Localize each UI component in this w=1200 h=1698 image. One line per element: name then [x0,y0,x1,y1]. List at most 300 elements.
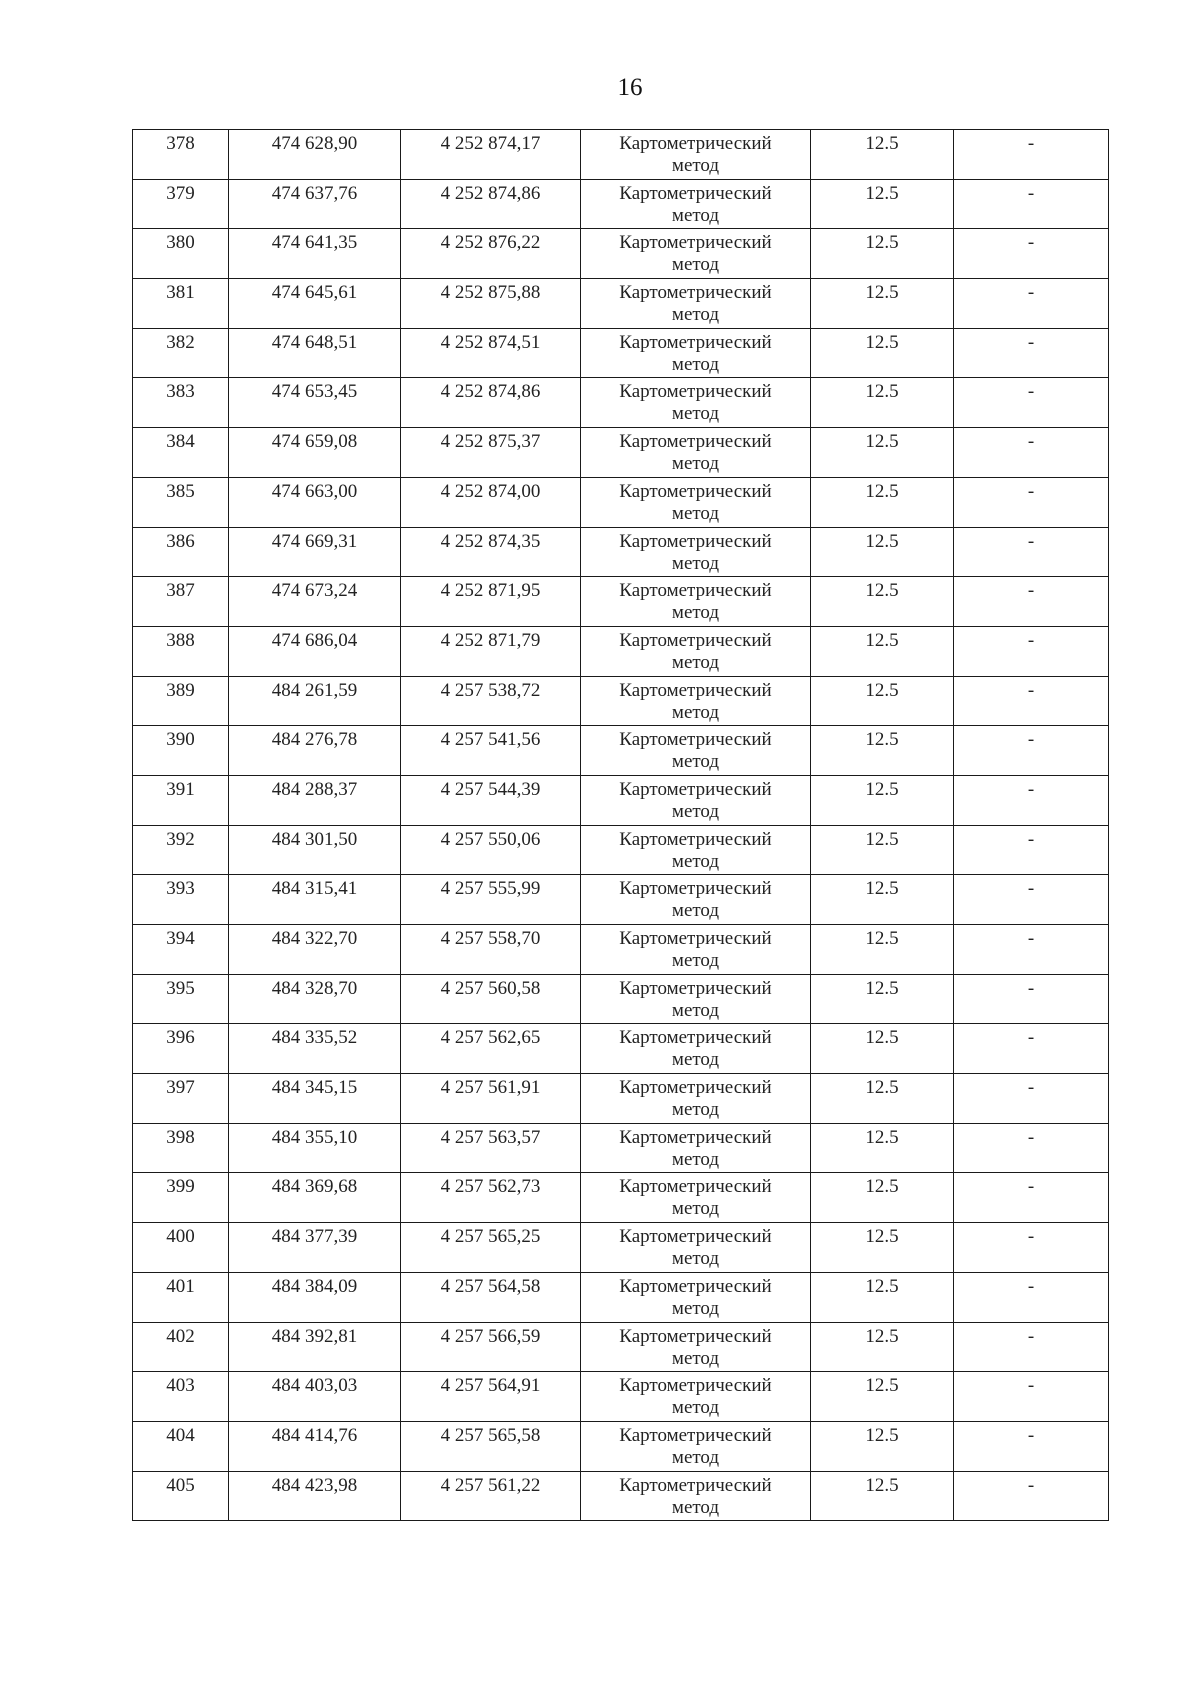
accuracy-cell [811,825,954,875]
y-coordinate-cell [401,328,581,378]
note-cell [954,328,1109,378]
table-row [133,1123,1109,1173]
table-row [133,775,1109,825]
table-row [133,626,1109,676]
accuracy-value: 12.5 [865,133,899,154]
method-label-line2: метод [671,850,720,872]
point-number-value: 379 [166,182,195,204]
note-cell [954,925,1109,975]
point-number-value: 389 [166,679,195,701]
coordinates-table [132,129,1109,1521]
x-coordinate-cell [229,726,401,776]
y-coordinate-cell [401,1074,581,1124]
y-coordinate-cell [401,279,581,329]
note-value: - [1027,530,1035,552]
note-value: - [1027,1226,1035,1248]
x-coordinate-value: 474 637,76 [271,182,358,204]
point-number-value: 393 [166,878,195,900]
table-row [133,1024,1109,1074]
y-coordinate-value: 4 252 876,22 [440,232,541,254]
method-cell [581,279,811,329]
x-coordinate-cell [229,925,401,975]
table-row [133,527,1109,577]
accuracy-value: 12.5 [865,1226,899,1248]
accuracy-cell [811,1024,954,1074]
note-cell [954,1471,1109,1521]
method-label-line2: метод [671,900,720,922]
note-cell [954,1223,1109,1273]
method-label-line2: метод [671,1148,720,1170]
x-coordinate-value: 484 377,39 [271,1226,358,1248]
accuracy-cell [811,179,954,229]
note-cell [954,825,1109,875]
point-number-cell [133,626,229,676]
accuracy-value: 12.5 [865,828,899,850]
note-cell [954,775,1109,825]
note-cell [954,1173,1109,1223]
table-row [133,676,1109,726]
note-cell [954,229,1109,279]
point-number-cell [133,775,229,825]
note-value: - [1027,232,1035,254]
point-number-cell [133,130,229,180]
point-number-cell [133,577,229,627]
point-number-value: 401 [166,1275,195,1297]
method-label-line2: метод [671,651,720,673]
y-coordinate-cell [401,229,581,279]
y-coordinate-value: 4 257 538,72 [440,679,541,701]
x-coordinate-cell [229,378,401,428]
table-row [133,477,1109,527]
x-coordinate-cell [229,527,401,577]
note-value: - [1027,580,1035,602]
method-cell [581,1322,811,1372]
accuracy-cell [811,775,954,825]
table-row [133,1322,1109,1372]
point-number-cell [133,1024,229,1074]
point-number-cell [133,1272,229,1322]
y-coordinate-value: 4 257 563,57 [440,1126,541,1148]
point-number-value: 403 [166,1375,195,1397]
method-label-line1: Картометрический [619,1325,772,1347]
note-cell [954,179,1109,229]
method-cell [581,974,811,1024]
point-number-cell [133,726,229,776]
note-cell [954,130,1109,180]
x-coordinate-cell [229,328,401,378]
accuracy-value: 12.5 [865,381,899,403]
x-coordinate-value: 474 686,04 [271,629,358,651]
note-value: - [1027,1077,1035,1099]
point-number-value: 378 [166,133,195,154]
point-number-value: 385 [166,480,195,502]
method-label-line2: метод [671,353,720,375]
x-coordinate-cell [229,1421,401,1471]
y-coordinate-value: 4 257 561,91 [440,1077,541,1099]
y-coordinate-cell [401,875,581,925]
x-coordinate-value: 474 648,51 [271,331,358,353]
accuracy-value: 12.5 [865,1176,899,1198]
method-label-line1: Картометрический [619,1474,772,1496]
y-coordinate-value: 4 257 564,58 [440,1275,541,1297]
y-coordinate-value: 4 257 565,58 [440,1424,541,1446]
note-value: - [1027,381,1035,403]
note-cell [954,378,1109,428]
method-label-line1: Картометрический [619,1375,772,1397]
accuracy-cell [811,279,954,329]
y-coordinate-cell [401,1471,581,1521]
note-value: - [1027,331,1035,353]
accuracy-value: 12.5 [865,530,899,552]
y-coordinate-cell [401,626,581,676]
method-label-line1: Картометрический [619,530,772,552]
table-row [133,1471,1109,1521]
method-cell [581,179,811,229]
note-value: - [1027,1126,1035,1148]
x-coordinate-value: 474 663,00 [271,480,358,502]
x-coordinate-cell [229,279,401,329]
note-cell [954,1024,1109,1074]
table-row [133,875,1109,925]
method-cell [581,1421,811,1471]
note-cell [954,1322,1109,1372]
method-label-line1: Картометрический [619,928,772,949]
x-coordinate-cell [229,477,401,527]
x-coordinate-value: 484 414,76 [271,1424,358,1446]
point-number-cell [133,328,229,378]
accuracy-cell [811,626,954,676]
y-coordinate-cell [401,925,581,975]
y-coordinate-cell [401,428,581,478]
method-label-line2: метод [671,1248,720,1270]
note-value: - [1027,182,1035,204]
method-label-line1: Картометрический [619,778,772,800]
x-coordinate-cell [229,1272,401,1322]
method-cell [581,577,811,627]
point-number-cell [133,1123,229,1173]
method-label-line2: метод [671,602,720,624]
point-number-value: 383 [166,381,195,403]
point-number-cell [133,1421,229,1471]
note-cell [954,1272,1109,1322]
method-cell [581,477,811,527]
accuracy-cell [811,1123,954,1173]
accuracy-cell [811,1272,954,1322]
y-coordinate-value: 4 257 558,70 [440,928,541,949]
x-coordinate-value: 474 659,08 [271,431,358,453]
table-row [133,577,1109,627]
x-coordinate-cell [229,626,401,676]
x-coordinate-cell [229,1372,401,1422]
y-coordinate-value: 4 252 874,51 [440,331,541,353]
accuracy-value: 12.5 [865,431,899,453]
method-label-line1: Картометрический [619,182,772,204]
note-value: - [1027,1424,1035,1446]
x-coordinate-value: 474 641,35 [271,232,358,254]
accuracy-value: 12.5 [865,1077,899,1099]
point-number-cell [133,1223,229,1273]
accuracy-cell [811,875,954,925]
y-coordinate-value: 4 257 564,91 [440,1375,541,1397]
table-row [133,974,1109,1024]
x-coordinate-value: 484 276,78 [271,729,358,751]
point-number-cell [133,825,229,875]
y-coordinate-cell [401,378,581,428]
accuracy-value: 12.5 [865,778,899,800]
y-coordinate-value: 4 257 561,22 [440,1474,541,1496]
y-coordinate-cell [401,775,581,825]
accuracy-cell [811,1421,954,1471]
point-number-value: 392 [166,828,195,850]
accuracy-value: 12.5 [865,282,899,304]
y-coordinate-value: 4 252 875,88 [440,282,541,304]
method-label-line1: Картометрический [619,828,772,850]
accuracy-value: 12.5 [865,729,899,751]
point-number-cell [133,1322,229,1372]
point-number-value: 395 [166,977,195,999]
method-label-line1: Картометрический [619,1176,772,1198]
method-label-line1: Картометрический [619,729,772,751]
table-row [133,229,1109,279]
table-row [133,1074,1109,1124]
method-label-line2: метод [671,204,720,226]
accuracy-cell [811,229,954,279]
x-coordinate-value: 484 403,03 [271,1375,358,1397]
accuracy-cell [811,974,954,1024]
y-coordinate-value: 4 257 550,06 [440,828,541,850]
method-label-line2: метод [671,304,720,326]
y-coordinate-value: 4 257 560,58 [440,977,541,999]
method-label-line2: метод [671,1099,720,1121]
accuracy-value: 12.5 [865,928,899,949]
method-cell [581,1223,811,1273]
point-number-value: 388 [166,629,195,651]
method-cell [581,328,811,378]
note-value: - [1027,1027,1035,1049]
method-label-line2: метод [671,552,720,574]
note-cell [954,1421,1109,1471]
note-value: - [1027,629,1035,651]
point-number-cell [133,477,229,527]
table-row [133,1421,1109,1471]
note-value: - [1027,1275,1035,1297]
method-cell [581,229,811,279]
method-label-line1: Картометрический [619,629,772,651]
table-row [133,130,1109,180]
table-row [133,1223,1109,1273]
note-value: - [1027,1176,1035,1198]
method-label-line2: метод [671,950,720,971]
method-cell [581,428,811,478]
method-label-line2: метод [671,155,720,176]
note-cell [954,477,1109,527]
method-cell [581,1123,811,1173]
x-coordinate-value: 484 328,70 [271,977,358,999]
accuracy-value: 12.5 [865,1275,899,1297]
accuracy-cell [811,676,954,726]
point-number-value: 384 [166,431,195,453]
point-number-cell [133,279,229,329]
x-coordinate-value: 484 335,52 [271,1027,358,1049]
y-coordinate-cell [401,1223,581,1273]
method-label-line2: метод [671,403,720,425]
note-value: - [1027,778,1035,800]
method-label-line2: метод [671,999,720,1021]
y-coordinate-cell [401,130,581,180]
point-number-value: 382 [166,331,195,353]
note-value: - [1027,431,1035,453]
method-label-line2: метод [671,800,720,822]
note-value: - [1027,1375,1035,1397]
x-coordinate-cell [229,428,401,478]
accuracy-cell [811,328,954,378]
coordinates-table-body [133,130,1109,1521]
method-cell [581,1272,811,1322]
x-coordinate-value: 484 423,98 [271,1474,358,1496]
method-label-line1: Картометрический [619,580,772,602]
y-coordinate-cell [401,477,581,527]
x-coordinate-cell [229,1322,401,1372]
x-coordinate-value: 484 345,15 [271,1077,358,1099]
accuracy-cell [811,527,954,577]
method-label-line2: метод [671,1397,720,1419]
note-cell [954,726,1109,776]
method-label-line1: Картометрический [619,1226,772,1248]
method-cell [581,925,811,975]
point-number-cell [133,1074,229,1124]
note-value: - [1027,282,1035,304]
x-coordinate-cell [229,1173,401,1223]
x-coordinate-cell [229,577,401,627]
method-cell [581,1372,811,1422]
accuracy-cell [811,1074,954,1124]
method-cell [581,726,811,776]
x-coordinate-cell [229,1123,401,1173]
method-cell [581,676,811,726]
x-coordinate-cell [229,1024,401,1074]
x-coordinate-value: 474 673,24 [271,580,358,602]
accuracy-cell [811,1223,954,1273]
y-coordinate-value: 4 252 874,00 [440,480,541,502]
accuracy-value: 12.5 [865,182,899,204]
x-coordinate-value: 484 384,09 [271,1275,358,1297]
point-number-value: 386 [166,530,195,552]
point-number-cell [133,1471,229,1521]
table-row [133,279,1109,329]
accuracy-cell [811,378,954,428]
y-coordinate-cell [401,1421,581,1471]
note-value: - [1027,928,1035,949]
method-label-line2: метод [671,751,720,773]
table-row [133,825,1109,875]
accuracy-cell [811,1372,954,1422]
x-coordinate-value: 474 669,31 [271,530,358,552]
y-coordinate-value: 4 257 566,59 [440,1325,541,1347]
method-label-line1: Картометрический [619,679,772,701]
y-coordinate-value: 4 252 874,86 [440,381,541,403]
accuracy-value: 12.5 [865,1424,899,1446]
method-cell [581,1074,811,1124]
y-coordinate-cell [401,1123,581,1173]
note-value: - [1027,729,1035,751]
note-value: - [1027,977,1035,999]
table-row [133,328,1109,378]
point-number-value: 404 [166,1424,195,1446]
y-coordinate-cell [401,726,581,776]
point-number-cell [133,428,229,478]
note-value: - [1027,828,1035,850]
method-label-line2: метод [671,1198,720,1220]
method-cell [581,378,811,428]
x-coordinate-cell [229,1471,401,1521]
method-label-line1: Картометрический [619,480,772,502]
method-label-line1: Картометрический [619,878,772,900]
method-label-line1: Картометрический [619,431,772,453]
table-row [133,428,1109,478]
y-coordinate-value: 4 257 544,39 [440,778,541,800]
x-coordinate-value: 484 315,41 [271,878,358,900]
accuracy-cell [811,130,954,180]
y-coordinate-cell [401,1372,581,1422]
point-number-value: 380 [166,232,195,254]
accuracy-cell [811,1322,954,1372]
note-cell [954,577,1109,627]
table-row [133,1173,1109,1223]
point-number-value: 405 [166,1474,195,1496]
accuracy-value: 12.5 [865,1126,899,1148]
point-number-value: 400 [166,1226,195,1248]
x-coordinate-cell [229,229,401,279]
note-cell [954,279,1109,329]
method-label-line1: Картометрический [619,133,772,154]
x-coordinate-cell [229,974,401,1024]
point-number-cell [133,925,229,975]
note-cell [954,974,1109,1024]
note-value: - [1027,1474,1035,1496]
method-label-line1: Картометрический [619,1027,772,1049]
y-coordinate-cell [401,974,581,1024]
x-coordinate-value: 484 261,59 [271,679,358,701]
x-coordinate-value: 484 392,81 [271,1325,358,1347]
x-coordinate-value: 484 355,10 [271,1126,358,1148]
method-label-line1: Картометрический [619,282,772,304]
method-label-line2: метод [671,502,720,524]
note-cell [954,676,1109,726]
point-number-value: 391 [166,778,195,800]
x-coordinate-cell [229,130,401,180]
y-coordinate-cell [401,527,581,577]
x-coordinate-cell [229,1223,401,1273]
method-label-line2: метод [671,254,720,276]
note-cell [954,626,1109,676]
accuracy-value: 12.5 [865,977,899,999]
method-label-line1: Картометрический [619,977,772,999]
point-number-value: 381 [166,282,195,304]
method-label-line2: метод [671,1446,720,1468]
x-coordinate-value: 484 288,37 [271,778,358,800]
accuracy-value: 12.5 [865,679,899,701]
point-number-cell [133,179,229,229]
point-number-value: 394 [166,928,195,949]
note-value: - [1027,1325,1035,1347]
table-row [133,378,1109,428]
point-number-value: 396 [166,1027,195,1049]
table-row [133,1272,1109,1322]
y-coordinate-cell [401,1272,581,1322]
x-coordinate-value: 474 628,90 [271,133,358,154]
x-coordinate-value: 484 369,68 [271,1176,358,1198]
y-coordinate-cell [401,1024,581,1074]
